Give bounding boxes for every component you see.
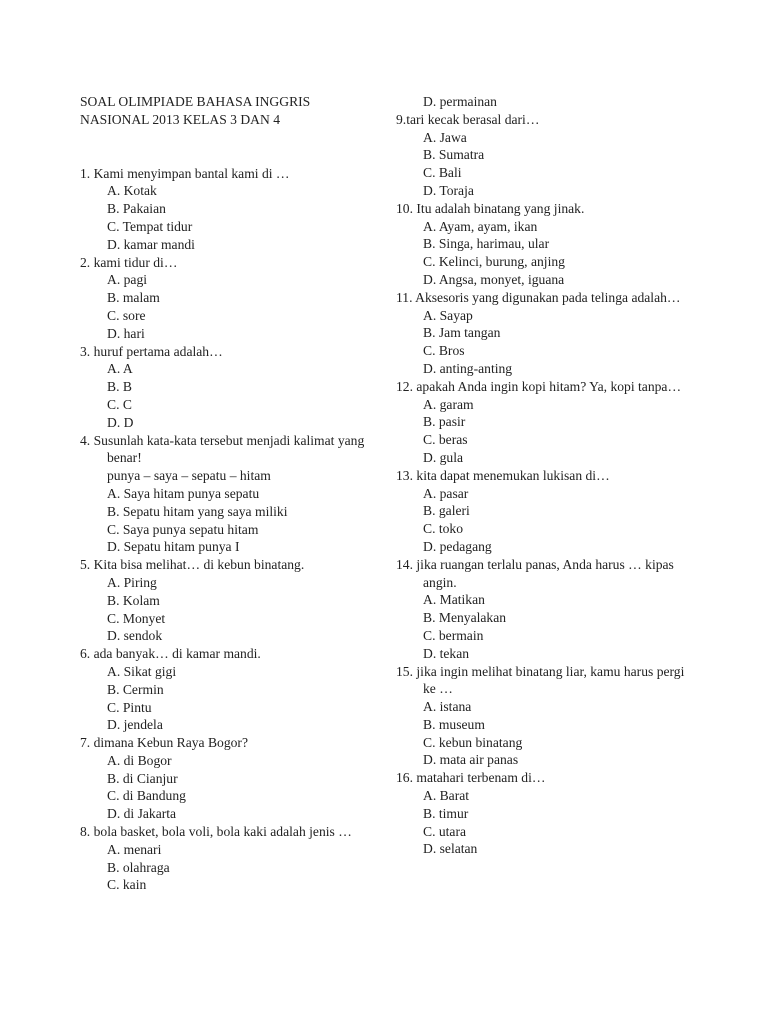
answer-option: C. kebun binatang <box>423 734 523 750</box>
answer-option: A. Piring <box>107 574 157 590</box>
question-item <box>396 769 696 858</box>
answer-option: D. hari <box>107 325 145 341</box>
answer-option: A. Ayam, ayam, ikan <box>423 218 538 234</box>
question-item <box>396 289 696 378</box>
answer-option: C. utara <box>423 823 467 839</box>
answer-option: C. Pintu <box>107 699 152 715</box>
answer-options <box>80 271 380 342</box>
title-line: NASIONAL 2013 KELAS 3 DAN 4 <box>80 111 280 127</box>
answer-option: D. Angsa, monyet, iguana <box>423 271 565 287</box>
answer-option: D. anting-anting <box>423 360 513 376</box>
question-text: 11. Aksesoris yang digunakan pada telinga adalah… <box>396 289 681 305</box>
answer-option: C. kain <box>107 877 147 893</box>
answer-option: B. Singa, harimau, ular <box>423 236 550 252</box>
question-text: 9.tari kecak berasal dari… <box>396 111 540 127</box>
question-text: 8. bola basket, bola voli, bola kaki adalah jenis … <box>80 824 352 840</box>
answer-option: C. Bali <box>423 165 462 181</box>
answer-option: B. malam <box>107 290 160 306</box>
answer-options <box>80 663 380 734</box>
question-item <box>80 254 380 343</box>
question-text: 13. kita dapat menemukan lukisan di… <box>396 467 610 483</box>
answer-option: D. Sepatu hitam punya I <box>107 539 240 555</box>
answer-option: B. olahraga <box>107 859 170 875</box>
left-column <box>80 93 380 894</box>
question-item <box>80 343 380 432</box>
answer-option: B. Jam tangan <box>423 325 501 341</box>
question-item <box>80 556 380 645</box>
question-item <box>396 556 696 663</box>
question-item <box>80 645 380 734</box>
answer-option: A. A <box>107 361 133 377</box>
answer-options <box>396 307 696 378</box>
question-text: 2. kami tidur di… <box>80 254 178 270</box>
question-text: 12. apakah Anda ingin kopi hitam? Ya, kopi tanpa… <box>396 378 682 394</box>
question-item <box>80 734 380 823</box>
answer-option: C. C <box>107 396 132 412</box>
question-item <box>80 823 380 894</box>
answer-option: A. Saya hitam punya sepatu <box>107 485 260 501</box>
answer-option: C. sore <box>107 307 146 323</box>
answer-option: D. kamar mandi <box>107 236 195 252</box>
answer-option: D. Toraja <box>423 182 474 198</box>
question-text: 16. matahari terbenam di… <box>396 770 546 786</box>
answer-option: C. beras <box>423 432 468 448</box>
answer-option: C. Monyet <box>107 610 166 626</box>
question-item <box>396 663 696 770</box>
answer-option: B. di Cianjur <box>107 770 178 786</box>
answer-option: B. Sumatra <box>423 147 485 163</box>
answer-option: C. bermain <box>423 627 484 643</box>
question-text: 7. dimana Kebun Raya Bogor? <box>80 735 248 751</box>
answer-option: D. tekan <box>423 645 470 661</box>
answer-options <box>396 698 696 769</box>
answer-option: A. di Bogor <box>107 752 172 768</box>
question-text: 15. jika ingin melihat binatang liar, kamu harus pergi ke … <box>396 663 685 697</box>
answer-option: C. Tempat tidur <box>107 218 193 234</box>
answer-option: D. selatan <box>423 841 478 857</box>
answer-options <box>396 485 696 556</box>
question-item <box>396 200 696 289</box>
question-text: 6. ada banyak… di kamar mandi. <box>80 646 261 662</box>
question-text: 3. huruf pertama adalah… <box>80 343 223 359</box>
answer-options <box>80 752 380 823</box>
answer-option: B. B <box>107 379 132 395</box>
answer-option: A. Kotak <box>107 183 157 199</box>
question-list-right <box>396 93 696 858</box>
right-column <box>396 93 696 858</box>
answer-option: C. Bros <box>423 343 465 359</box>
answer-option: B. galeri <box>423 503 470 519</box>
answer-options <box>80 485 380 556</box>
answer-option: D. permainan <box>423 94 497 109</box>
answer-option: A. Matikan <box>423 592 485 608</box>
title-spacer <box>80 129 380 165</box>
answer-option: D. di Jakarta <box>107 806 177 822</box>
question-text: 10. Itu adalah binatang yang jinak. <box>396 200 585 216</box>
question-text: 4. Susunlah kata-kata tersebut menjadi kalimat yang benar! <box>80 432 365 466</box>
answer-option: A. Jawa <box>423 129 467 145</box>
answer-option: B. Menyalakan <box>423 610 507 626</box>
question-item <box>80 165 380 254</box>
answer-option: D. jendela <box>107 717 163 733</box>
answer-option: C. Saya punya sepatu hitam <box>107 521 259 537</box>
answer-option: A. menari <box>107 841 162 857</box>
answer-option: C. Kelinci, burung, anjing <box>423 254 565 270</box>
answer-options <box>396 396 696 467</box>
answer-option: B. timur <box>423 805 469 821</box>
answer-option: D. gula <box>423 449 464 465</box>
answer-option: A. pasar <box>423 485 469 501</box>
answer-option: B. Kolam <box>107 592 160 608</box>
answer-option: A. Sikat gigi <box>107 663 177 679</box>
answer-options <box>396 218 696 289</box>
answer-option: B. Pakaian <box>107 201 166 217</box>
answer-options <box>396 129 696 200</box>
answer-option: A. istana <box>423 699 472 715</box>
answer-options <box>80 574 380 645</box>
answer-option: B. Cermin <box>107 681 164 697</box>
answer-options <box>396 787 696 858</box>
question-text: 1. Kami menyimpan bantal kami di … <box>80 165 290 181</box>
answer-option: C. toko <box>423 521 464 537</box>
question-text: 14. jika ruangan terlalu panas, Anda harus … kipas angin. <box>396 556 674 590</box>
answer-option: B. Sepatu hitam yang saya miliki <box>107 503 288 519</box>
answer-option: D. pedagang <box>423 538 492 554</box>
answer-option: A. garam <box>423 396 474 412</box>
answer-options <box>80 841 380 894</box>
question-item <box>396 467 696 556</box>
title-line: SOAL OLIMPIADE BAHASA INGGRIS <box>80 94 311 109</box>
question-list-left <box>80 165 380 895</box>
answer-option: D. sendok <box>107 628 163 644</box>
question-item <box>396 111 696 200</box>
answer-option: B. pasir <box>423 414 466 430</box>
answer-options <box>396 591 696 662</box>
answer-option: D. D <box>107 414 134 430</box>
question-item <box>396 378 696 467</box>
answer-option: A. pagi <box>107 272 148 288</box>
answer-options <box>80 182 380 253</box>
answer-option: C. di Bandung <box>107 788 186 804</box>
question-item <box>80 432 380 557</box>
document-title <box>80 93 380 129</box>
answer-option: B. museum <box>423 716 485 732</box>
question-prompt-line: punya – saya – sepatu – hitam <box>107 468 271 484</box>
answer-options <box>80 360 380 431</box>
answer-option: A. Sayap <box>423 307 473 323</box>
answer-options <box>396 93 696 111</box>
question-item <box>396 93 696 111</box>
answer-option: D. mata air panas <box>423 752 519 768</box>
question-text: 5. Kita bisa melihat… di kebun binatang. <box>80 557 305 573</box>
answer-option: A. Barat <box>423 788 470 804</box>
